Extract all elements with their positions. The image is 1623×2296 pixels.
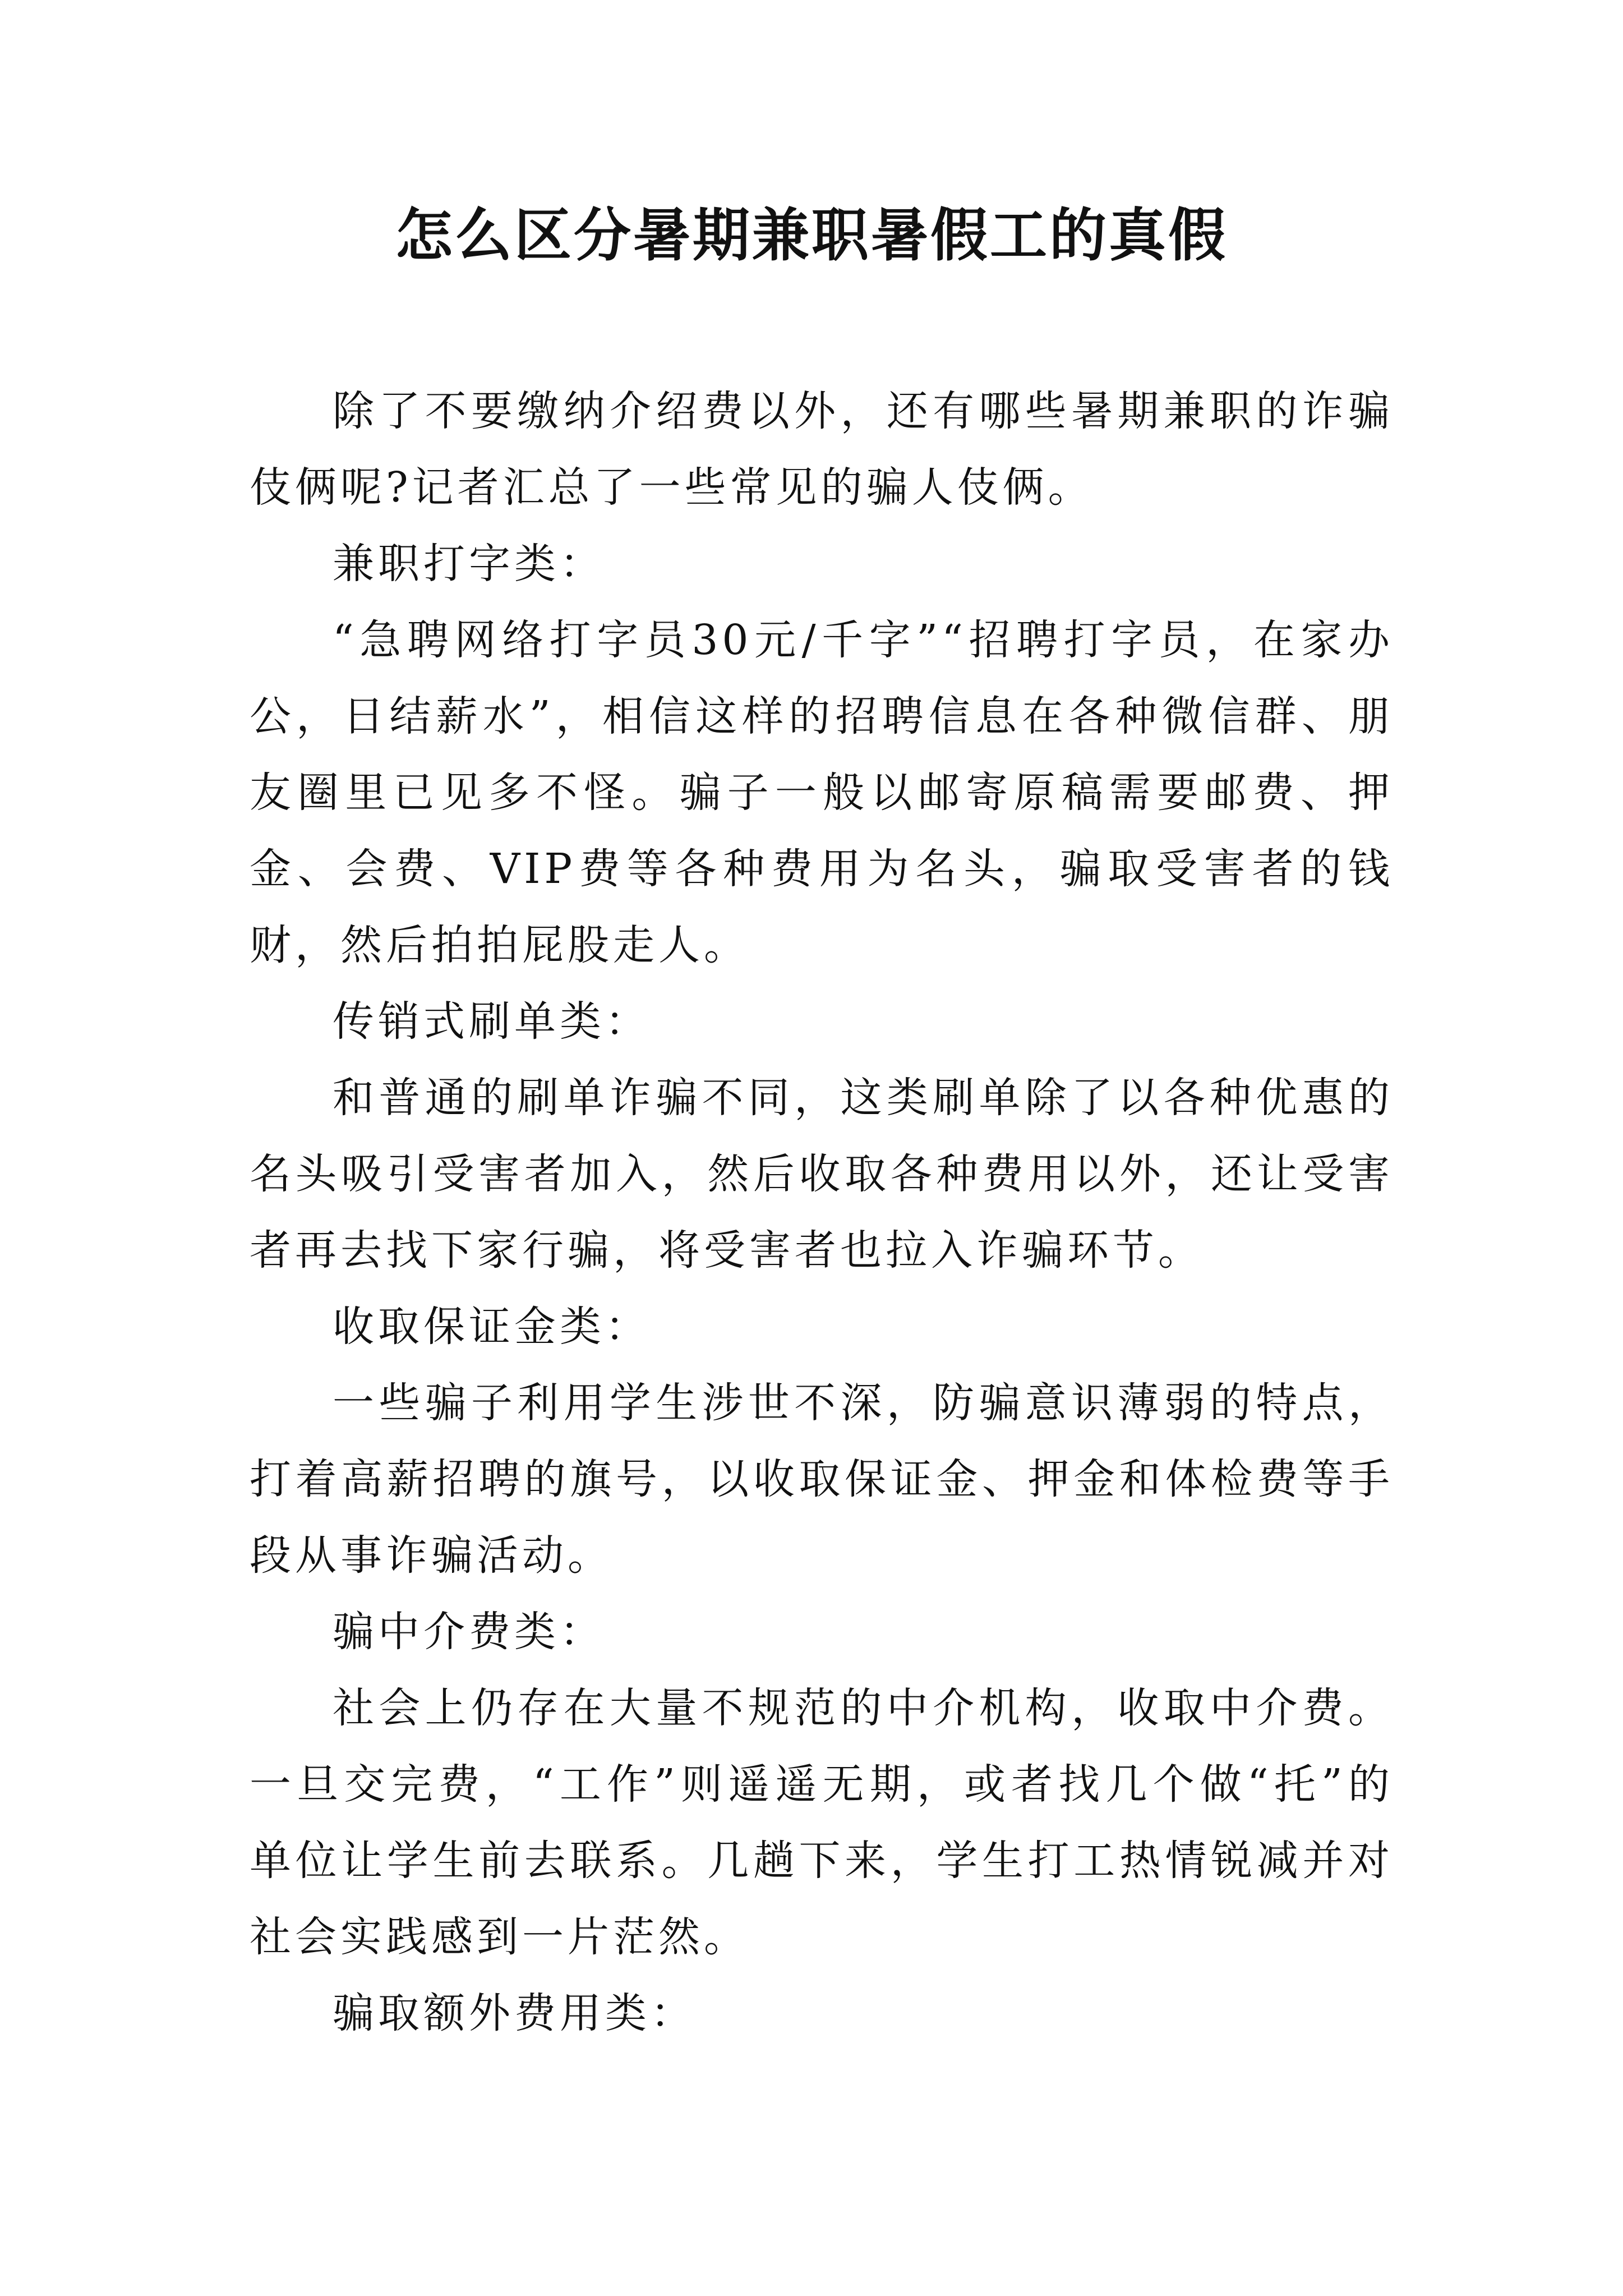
document-title: 怎么区分暑期兼职暑假工的真假 — [395, 202, 1228, 269]
paragraph-typing-jobs: “急聘网络打字员30元/千字”“招聘打字员，在家办公，日结薪水”，相信这样的招聘信息在各种微信群、朋友圈里已见多不怪。骗子一般以邮寄原稿需要邮费、押金、会费、VIP费等各种费用为名头，骗取受害者的钱财，然后拍拍屁股走人。 — [250, 616, 1394, 969]
heading-agency-fee: 骗中介费类： — [333, 1608, 605, 1656]
paragraph-agency-fee: 社会上仍存在大量不规范的中介机构，收取中介费。一旦交完费，“工作”则遥遥无期，或者找几个做“托”的单位让学生前去联系。几趟下来，学生打工热情锐减并对社会实践感到一片茫然。 — [250, 1684, 1394, 1961]
document-body — [250, 373, 1394, 2051]
heading-typing-jobs: 兼职打字类： — [333, 540, 605, 588]
paragraph-intro: 除了不要缴纳介绍费以外，还有哪些暑期兼职的诈骗伎俩呢?记者汇总了一些常见的骗人伎俩。 — [250, 387, 1394, 512]
paragraph-deposit: 一些骗子利用学生涉世不深，防骗意识薄弱的特点，打着高薪招聘的旗号，以收取保证金、押金和体检费等手段从事诈骗活动。 — [250, 1379, 1394, 1580]
heading-deposit: 收取保证金类： — [333, 1303, 651, 1351]
paragraph-pyramid-brushing: 和普通的刷单诈骗不同，这类刷单除了以各种优惠的名头吸引受害者加入，然后收取各种费用以外，还让受害者再去找下家行骗，将受害者也拉入诈骗环节。 — [250, 1074, 1394, 1274]
heading-pyramid-brushing: 传销式刷单类： — [333, 997, 651, 1046]
heading-extra-fees: 骗取额外费用类： — [333, 1989, 696, 2037]
